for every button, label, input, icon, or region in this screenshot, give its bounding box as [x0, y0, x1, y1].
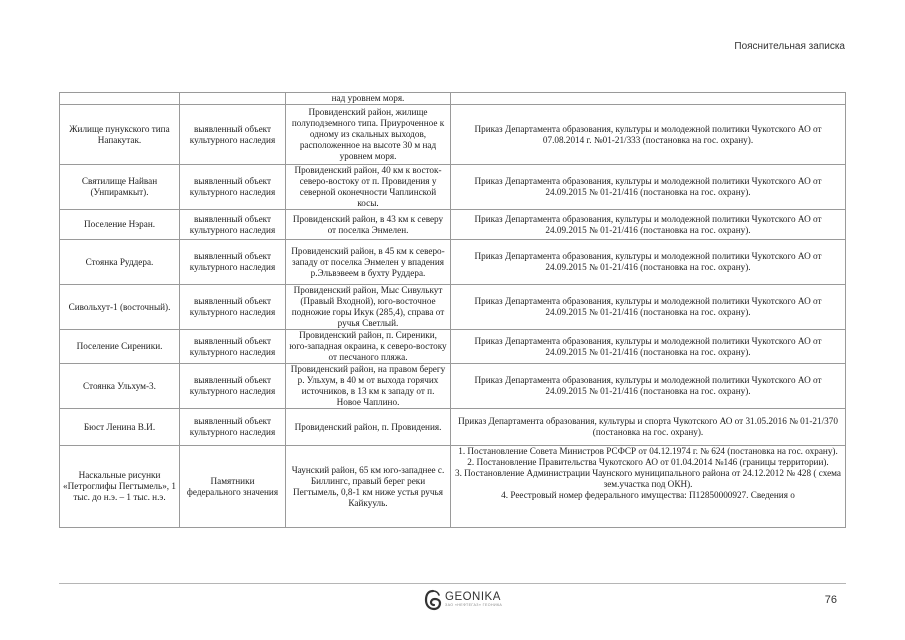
document-cell — [451, 285, 846, 330]
category-cell: выявленный объект культурного наследия — [180, 240, 286, 285]
location-cell: Провиденский район, жилище полуподземного типа. Приуроченное к одному из скальных выходов, расположенное на высоте 30 м над уровнем моря. — [286, 105, 451, 165]
category-cell: выявленный объект культурного наследия — [180, 165, 286, 210]
document-cell — [451, 93, 846, 105]
category-cell: Памятники федерального значения — [180, 446, 286, 528]
document-line: Приказ Департамента образования, культуры и молодежной политики Чукотского АО от 24.09.2015 № 01-21/416 (постановка на гос. охрану). — [474, 375, 822, 396]
document-cell — [451, 240, 846, 285]
table-row — [60, 446, 846, 528]
location-cell: Провиденский район, на правом берегу р. Ульхум, в 40 м от выхода горячих источников, в 13 км к западу от п. Новое Чаплино. — [286, 364, 451, 409]
document-line: Приказ Департамента образования, культуры и молодежной политики Чукотского АО от 24.09.2015 № 01-21/416 (постановка на гос. охрану). — [474, 213, 822, 235]
document-line: Приказ Департамента образования, культуры и молодежной политики Чукотского АО от 24.09.2015 № 01-21/416 (постановка на гос. охрану). — [474, 251, 822, 272]
category-cell: выявленный объект культурного наследия — [180, 364, 286, 409]
document-line: 4. Реестровый номер федерального имущества: П12850000927. Сведения о — [501, 490, 795, 500]
table-row-continuation — [60, 93, 846, 105]
document-header-title: Пояснительная записка — [734, 41, 845, 52]
location-cell: над уровнем моря. — [286, 93, 451, 105]
table-row — [60, 285, 846, 330]
table-row — [60, 364, 846, 409]
heritage-table — [59, 92, 846, 528]
object-name-cell: Стоянка Ульхум-3. — [60, 364, 180, 409]
object-name-cell: Поселение Нэран. — [60, 210, 180, 240]
logo-subtext: ЗАО «НЕФТЕГАЗ» ГЕОНИКА — [445, 603, 503, 607]
object-name-cell: Святилище Найван (Унпирамкыт). — [60, 165, 180, 210]
location-cell: Чаунский район, 65 км юго-западнее с. Биллингс, правый берег реки Пегтымель, 0,8-1 км ниже устья ручья Кайкууль. — [286, 446, 451, 528]
location-cell: Провиденский район, Мыс Сивулькут (Правый Входной), юго-восточное подножие горы Икук (285,4), справа от ручья Светлый. — [286, 285, 451, 330]
table-row — [60, 210, 846, 240]
table-row — [60, 330, 846, 364]
document-cell — [451, 165, 846, 210]
category-cell — [180, 93, 286, 105]
object-name-cell: Бюст Ленина В.И. — [60, 409, 180, 446]
location-cell: Провиденский район, п. Сиреники, юго-западная окраина, к северо-востоку от песчаного пляжа. — [286, 330, 451, 364]
geonika-logo — [424, 586, 502, 614]
location-cell: Провиденский район, в 43 км к северу от поселка Энмелен. — [286, 210, 451, 240]
location-cell: Провиденский район, в 45 км к северо-западу от поселка Энмелен у впадения р.Эльвэвеем в бухту Руддера. — [286, 240, 451, 285]
table-row — [60, 105, 846, 165]
document-cell — [451, 330, 846, 364]
table-row — [60, 165, 846, 210]
document-line: Приказ Департамента образования, культуры и молодежной политики Чукотского АО от 24.09.2015 № 01-21/416 (постановка на гос. охрану). — [474, 296, 822, 317]
document-cell — [451, 105, 846, 165]
object-name-cell: Наскальные рисунки «Петроглифы Пегтымель», 1 тыс. до н.э. – 1 тыс. н.э. — [60, 446, 180, 528]
object-name-cell: Стоянка Руддера. — [60, 240, 180, 285]
category-cell: выявленный объект культурного наследия — [180, 409, 286, 446]
document-line: 1. Постановление Совета Министров РСФСР от 04.12.1974 г. № 624 (постановка на гос. охрану). — [458, 446, 838, 456]
document-line: Приказ Департамента образования, культуры и спорта Чукотского АО от 31.05.2016 № 01-21/370 (постановка на гос. охрану). — [458, 416, 838, 437]
document-line: Приказ Департамента образования, культуры и молодежной политики Чукотского АО от 07.08.2014 г. №01-21/333 (постановка на гос. охрану). — [474, 123, 822, 145]
object-name-cell: Сивольхут-1 (восточный). — [60, 285, 180, 330]
footer-divider — [59, 583, 846, 584]
location-cell: Провиденский район, п. Провидения. — [286, 409, 451, 446]
page-number: 76 — [824, 594, 837, 606]
name-cell — [60, 93, 180, 105]
document-line: Приказ Департамента образования, культуры и молодежной политики Чукотского АО от 24.09.2015 № 01-21/416 (постановка на гос. охрану). — [474, 335, 822, 357]
document-line: Приказ Департамента образования, культуры и молодежной политики Чукотского АО от 24.09.2015 № 01-21/416 (постановка на гос. охрану). — [474, 176, 822, 197]
category-cell: выявленный объект культурного наследия — [180, 285, 286, 330]
table-row — [60, 240, 846, 285]
document-cell — [451, 446, 846, 528]
document-line: 2. Постановление Правительства Чукотского АО от 01.04.2014 №146 (границы территории). — [467, 457, 829, 467]
document-cell — [451, 210, 846, 240]
document-cell — [451, 409, 846, 446]
document-line: 3. Постановление Администрации Чаунского муниципального района от 24.12.2012 № 428 ( схема зем.участка под ОКН). — [454, 468, 841, 489]
object-name-cell: Жилище пунукского типа Напакутак. — [60, 105, 180, 165]
document-cell — [451, 364, 846, 409]
category-cell: выявленный объект культурного наследия — [180, 105, 286, 165]
location-cell: Провиденский район, 40 км к восток-северо-востоку от п. Провидения у северной оконечности Чаплинской косы. — [286, 165, 451, 210]
object-name-cell: Поселение Сиреники. — [60, 330, 180, 364]
category-cell: выявленный объект культурного наследия — [180, 210, 286, 240]
category-cell: выявленный объект культурного наследия — [180, 330, 286, 364]
logo-text: GEONIKA — [445, 591, 501, 603]
geonika-swirl-icon — [424, 589, 442, 611]
table-row — [60, 409, 846, 446]
